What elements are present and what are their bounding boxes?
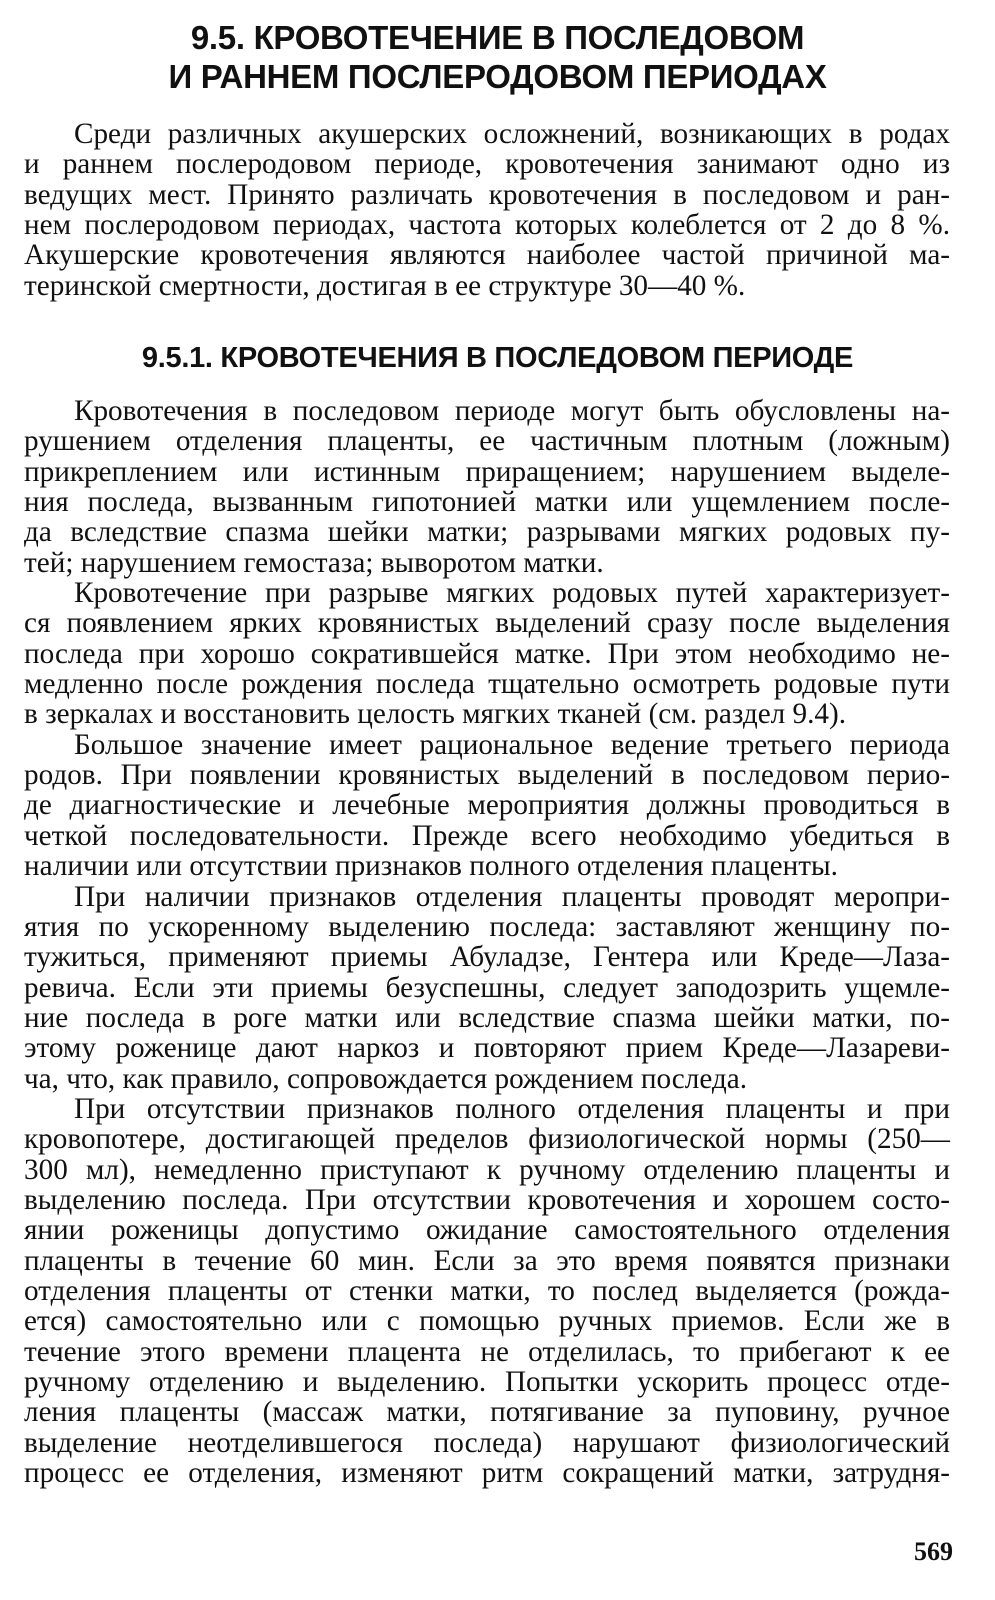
subsection-body [24,396,950,1488]
text-line: выделение неотделившегося последа) нарушают физиологический [24,1426,950,1459]
text-line: прикреплением или истинным приращением; нарушением выделе- [24,455,950,488]
section-title [40,18,955,96]
text-line: процесс ее отделения, изменяют ритм сокращений матки, затрудня- [24,1457,950,1490]
text-line: ся появлением ярких кровянистых выделений сразу после выделения [24,607,950,640]
text-line: Среди различных акушерских осложнений, возникающих в родах [74,118,950,150]
text-line: ние последа в роге матки или вследствие спазма шейки матки, по- [24,1001,950,1034]
text-line: ется) самостоятельно или с помощью ручных приемов. Если же в [24,1305,950,1338]
text-line: в зеркалах и восстановить целость мягких тканей (см. раздел 9.4). [24,698,847,731]
subsection-title: 9.5.1. КРОВОТЕЧЕНИЯ В ПОСЛЕДОВОМ ПЕРИОДЕ [141,342,854,374]
text-line: да вследствие спазма шейки матки; разрывами мягких родовых пу- [24,516,950,549]
page-number: 569 [914,1537,953,1566]
text-line: ча, что, как правило, сопровождается рождением последа. [24,1062,748,1095]
text-line: ведущих мест. Принято различать кровотечения в последовом и ран- [24,178,950,211]
text-line: и раннем послеродовом периоде, кровотечения занимают одно из [24,148,950,181]
text-line: рушением отделения плаценты, ее частичным плотным (ложным) [24,425,950,458]
text-line: тей; нарушением гемостаза; выворотом матки. [24,546,604,579]
text-line: кровопотере, достигающей пределов физиологической нормы (250— [24,1123,950,1156]
text-line: четкой последовательности. Прежде всего необходимо убедиться в [24,819,950,852]
text-line: наличии или отсутствии признаков полного отделения плаценты. [24,850,838,883]
intro-paragraph [24,119,950,301]
text-line: Кровотечение при разрыве мягких родовых путей характеризует- [74,577,950,610]
text-line: теринской смертности, достигая в ее структуре 30—40 %. [24,269,746,302]
text-line: ручному отделению и выделению. Попытки ускорить процесс отде- [24,1366,950,1398]
section-title-line-1: 9.5. КРОВОТЕЧЕНИЕ В ПОСЛЕДОВОМ [190,19,805,56]
text-line: родов. При появлении кровянистых выделений в последовом перио- [24,759,950,792]
text-line: отделения плаценты от стенки матки, то послед выделяется (рожда- [24,1274,950,1307]
text-line: ятия по ускоренному выделению последа: заставляют женщину по- [24,910,950,943]
text-line: де диагностические и лечебные мероприятия должны проводиться в [24,789,950,822]
text-line: тужиться, применяют приемы Абуладзе, Гентера или Креде—Лаза- [24,941,950,974]
text-line: ления плаценты (массаж матки, потягивание за пуповину, ручное [24,1396,950,1429]
text-line: 300 мл), немедленно приступают к ручному отделению плаценты и [24,1153,950,1186]
text-line: течение этого времени плацента не отделилась, то прибегают к ее [24,1335,950,1368]
text-line: плаценты в течение 60 мин. Если за это время появятся признаки [24,1244,950,1277]
text-line: При наличии признаков отделения плаценты проводят меропри- [74,880,950,913]
text-line: Акушерские кровотечения являются наиболее частой причиной ма- [24,239,950,272]
text-line: ния последа, вызванным гипотонией матки или ущемлением после- [24,486,950,519]
text-line: нем послеродовом периодах, частота которых колеблется от 2 до 8 %. [24,209,950,242]
text-line: этому роженице дают наркоз и повторяют прием Креде—Лазареви- [24,1032,950,1065]
text-line: ревича. Если эти приемы безуспешны, следует заподозрить ущемле- [24,971,950,1004]
text-line: При отсутствии признаков полного отделения плаценты и при [74,1092,950,1125]
text-line: медленно после рождения последа тщательно осмотреть родовые пути [24,668,950,701]
text-line: янии роженицы допустимо ожидание самостоятельного отделения [24,1214,950,1247]
text-line: последа при хорошо сократившейся матке. При этом необходимо не- [24,637,950,670]
section-title-line-2: И РАННЕМ ПОСЛЕРОДОВОМ ПЕРИОДАХ [168,58,827,95]
text-line: выделению последа. При отсутствии кровотечения и хорошем состо- [24,1183,950,1216]
text-line: Кровотечения в последовом периоде могут быть обусловлены на- [74,395,950,427]
text-line: Большое значение имеет рациональное ведение третьего периода [74,728,950,761]
